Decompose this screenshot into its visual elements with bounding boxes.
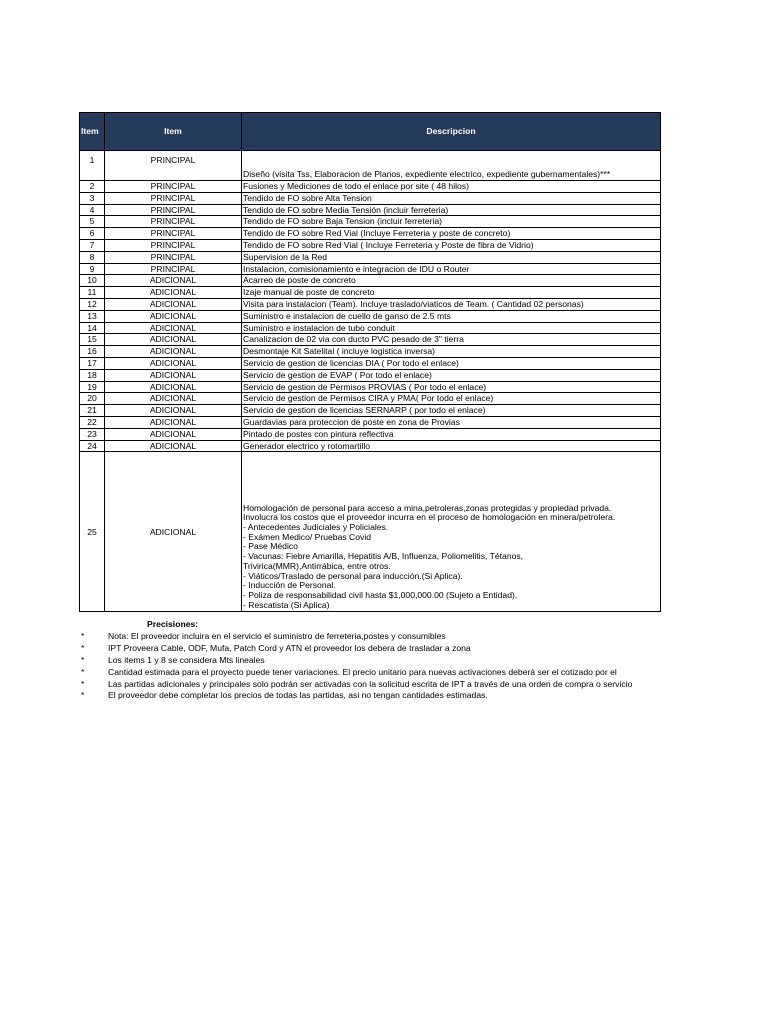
item-number-cell: 13: [80, 310, 105, 322]
item-type-cell: ADICIONAL: [105, 275, 242, 287]
table-row: [80, 369, 661, 381]
item-number-cell: 8: [80, 251, 105, 263]
header-item-type: Item: [105, 113, 242, 151]
description-line: - Poliza de responsabilidad civil hasta $1,000,000.00 (Sujeto a Entidad).: [243, 589, 518, 600]
description-line: - Viáticos/Traslado de personal para inducción.(Si Aplica).: [243, 570, 463, 581]
item-number-cell: 10: [80, 275, 105, 287]
item-type-cell: ADICIONAL: [105, 357, 242, 369]
table-row: [80, 357, 661, 369]
item-number-cell: 17: [80, 357, 105, 369]
description-cell: Servicio de gestion de licencias SERNARP ( por todo el enlace): [242, 405, 661, 417]
note-item: [79, 679, 661, 691]
note-text: El proveedor debe completar los precios de todas las partidas, asi no tengan cantidades estimadas.: [108, 690, 488, 701]
table-row: [80, 263, 661, 275]
asterisk-bullet-icon: *: [81, 642, 85, 653]
pricing-sheet: [79, 112, 660, 612]
description-line: - Pase Médico: [243, 541, 298, 552]
table-row: [80, 298, 661, 310]
item-number-cell: 20: [80, 393, 105, 405]
item-type-cell: PRINCIPAL: [105, 192, 242, 204]
description-line: - Vacunas: Fiebre Amarilla, Hepatitis A/B, Influenza, Poliomelitis, Tétanos,: [243, 551, 524, 562]
note-item: [79, 690, 661, 702]
table-row: [80, 322, 661, 334]
item-number-cell: 16: [80, 346, 105, 358]
item-number-cell: 18: [80, 369, 105, 381]
item-number-cell: 11: [80, 287, 105, 299]
table-row: [80, 228, 661, 240]
asterisk-bullet-icon: *: [81, 690, 85, 701]
table-row: [80, 346, 661, 358]
item-type-cell: PRINCIPAL: [105, 251, 242, 263]
notes-title: Precisiones:: [147, 619, 199, 629]
item-type-cell: PRINCIPAL: [105, 228, 242, 240]
note-item: [79, 631, 661, 643]
item-type-cell: ADICIONAL: [105, 440, 242, 452]
header-description: Descripcion: [242, 113, 661, 151]
description-cell: Tendido de FO sobre Alta Tension: [242, 192, 661, 204]
item-type-cell: ADICIONAL: [105, 405, 242, 417]
item-type-cell: PRINCIPAL: [105, 204, 242, 216]
item-number-cell: 5: [80, 216, 105, 228]
table-row: [80, 310, 661, 322]
item-type-cell: ADICIONAL: [105, 428, 242, 440]
description-cell: Tendido de FO sobre Baja Tension (incluir ferreteria): [242, 216, 661, 228]
description-cell: Suministro e instalacion de cuello de ganso de 2.5 mts: [242, 310, 661, 322]
description-line: Homologación de personal para acceso a mina,petroleras,zonas protegidas y propiedad privada.: [243, 502, 612, 513]
item-number-cell: 9: [80, 263, 105, 275]
item-type-cell: PRINCIPAL: [105, 216, 242, 228]
description-cell: Servicio de gestion de Permisos PROVIAS ( Por todo el enlace): [242, 381, 661, 393]
asterisk-bullet-icon: *: [81, 666, 85, 677]
description-line: - Inducción de Personal.: [243, 580, 336, 591]
description-cell: Canalizacion de 02 via con ducto PVC pesado de 3" tierra: [242, 334, 661, 346]
item-type-cell: ADICIONAL: [105, 298, 242, 310]
description-cell: Tendido de FO sobre Media Tensión (incluir ferreteria): [242, 204, 661, 216]
table-row: [80, 204, 661, 216]
item-number-cell: 22: [80, 416, 105, 428]
description-cell: Acarreo de poste de concreto: [242, 275, 661, 287]
note-text: Cantidad estimada para el proyecto puede tener variaciones. El precio unitario para nuevas activaciones deberá ser el cotizado por el: [108, 666, 617, 677]
table-row: [80, 393, 661, 405]
item-type-cell: ADICIONAL: [105, 334, 242, 346]
note-item: [79, 667, 661, 679]
description-cell: Servicio de gestion de licencias DIA ( Por todo el enlace): [242, 357, 661, 369]
asterisk-bullet-icon: *: [81, 630, 85, 641]
note-item: [79, 643, 661, 655]
item-type-cell: PRINCIPAL: [105, 181, 242, 193]
item-type-cell: ADICIONAL: [105, 393, 242, 405]
table-row: [80, 381, 661, 393]
item-number-cell: 23: [80, 428, 105, 440]
header-item-number: Item: [80, 113, 105, 151]
item-type-cell: ADICIONAL: [105, 381, 242, 393]
precisiones-section: [79, 619, 661, 702]
description-line: - Exámen Medico/ Pruebas Covid: [243, 531, 372, 542]
table-row: [80, 275, 661, 287]
description-line: Involucra los costos que el proveedor incurra en el proceso de homologación en minera/petrolera.: [243, 512, 616, 523]
table-row: [80, 334, 661, 346]
table-row: [80, 251, 661, 263]
notes-list: [79, 631, 661, 702]
description-line: Trivirica(MMR),Antirrábica, entre otros.: [243, 560, 391, 571]
item-type-cell: ADICIONAL: [105, 310, 242, 322]
table-row: [80, 428, 661, 440]
description-line: - Antecedentes Judiciales y Policiales.: [243, 522, 389, 532]
table-row: [80, 440, 661, 452]
note-text: Las partidas adicionales y principales solo podrán ser activadas con la solicitud escrita de IPT a través de una orden de compra o servicio: [108, 678, 633, 689]
item-number-cell: 25: [80, 452, 105, 612]
description-line: - Rescatista (Si Aplica): [243, 599, 330, 610]
note-text: Nota: El proveedor incluira en el servicio el suministro de ferreteria,postes y consumibles: [108, 630, 446, 641]
description-cell: Desmontaje Kit Satelital ( incluye logistica inversa): [242, 346, 661, 358]
item-number-cell: 6: [80, 228, 105, 240]
description-cell: [242, 452, 661, 612]
asterisk-bullet-icon: *: [81, 678, 85, 689]
item-number-cell: 12: [80, 298, 105, 310]
item-number-cell: 1: [80, 151, 105, 181]
description-cell: Tendido de FO sobre Red Vial ( Incluye Ferreteria y Poste de fibra de Vidrio): [242, 239, 661, 251]
table-row: [80, 287, 661, 299]
description-cell: Guardavias para proteccion de poste en zona de Provias: [242, 416, 661, 428]
note-text: Los items 1 y 8 se considera Mts lineales: [108, 654, 265, 665]
note-item: [79, 655, 661, 667]
description-cell: Supervision de la Red: [242, 251, 661, 263]
description-cell: Izaje manual de poste de concreto: [242, 287, 661, 299]
table-row: [80, 181, 661, 193]
table-row: [80, 151, 661, 181]
description-cell: Tendido de FO sobre Red Vial (Incluye Ferreteria y poste de concreto): [242, 228, 661, 240]
item-type-cell: ADICIONAL: [105, 346, 242, 358]
item-number-cell: 3: [80, 192, 105, 204]
description-cell: Visita para instalacion (Team). Incluye traslado/viaticos de Team. ( Cantidad 02 personas): [242, 298, 661, 310]
table-body: [80, 151, 661, 612]
table-row: [80, 452, 661, 612]
description-cell: Pintado de postes con pintura reflectiva: [242, 428, 661, 440]
item-number-cell: 7: [80, 239, 105, 251]
description-cell: Generador electrico y rotomartillo: [242, 440, 661, 452]
item-number-cell: 14: [80, 322, 105, 334]
item-type-cell: ADICIONAL: [105, 452, 242, 612]
item-type-cell: ADICIONAL: [105, 369, 242, 381]
item-number-cell: 19: [80, 381, 105, 393]
note-text: IPT Proveera Cable, ODF, Mufa, Patch Cord y ATN el proveedor los debera de trasladar a zona: [108, 642, 471, 653]
item-type-cell: ADICIONAL: [105, 287, 242, 299]
items-table: [79, 112, 661, 612]
item-number-cell: 21: [80, 405, 105, 417]
description-cell: Suministro e instalacion de tubo conduit: [242, 322, 661, 334]
table-row: [80, 216, 661, 228]
item-number-cell: 4: [80, 204, 105, 216]
description-cell: Servicio de gestion de EVAP ( Por todo el enlace): [242, 369, 661, 381]
item-type-cell: PRINCIPAL: [105, 151, 242, 181]
description-cell: Fusiones y Mediciones de todo el enlace por site ( 48 hilos): [242, 181, 661, 193]
table-header-row: [80, 113, 661, 151]
item-number-cell: 15: [80, 334, 105, 346]
table-row: [80, 192, 661, 204]
description-cell: Instalacion, comisionamiento e integracion de IDU o Router: [242, 263, 661, 275]
table-row: [80, 239, 661, 251]
item-type-cell: PRINCIPAL: [105, 239, 242, 251]
item-type-cell: ADICIONAL: [105, 416, 242, 428]
description-cell: Diseño (visita Tss, Elaboracion de Planos, expediente electrico, expediente gubernamentales)***: [242, 151, 661, 181]
item-type-cell: ADICIONAL: [105, 322, 242, 334]
item-number-cell: 24: [80, 440, 105, 452]
item-type-cell: PRINCIPAL: [105, 263, 242, 275]
asterisk-bullet-icon: *: [81, 654, 85, 665]
description-cell: Servicio de gestion de Permisos CIRA y PMA( Por todo el enlace): [242, 393, 661, 405]
item-number-cell: 2: [80, 181, 105, 193]
table-row: [80, 405, 661, 417]
table-row: [80, 416, 661, 428]
